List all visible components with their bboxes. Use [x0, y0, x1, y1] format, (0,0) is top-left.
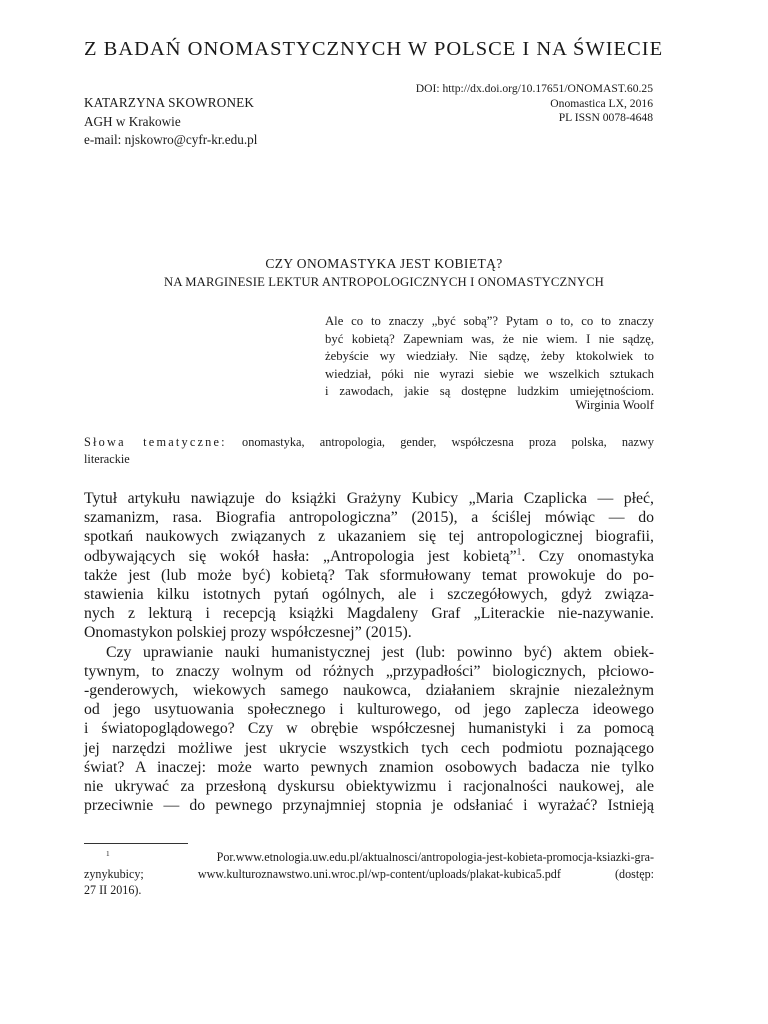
motto-line: żebyście wy wiedziały. Nie sądzę, żeby ktokolwiek to: [325, 349, 654, 364]
author-affiliation: AGH w Krakowie: [84, 113, 181, 129]
article-title: CZY ONOMASTYKA JEST KOBIETĄ?: [265, 256, 503, 271]
paragraph-line: stawienia kilku istotnych pytań ogólnych, ale i szczegółowych, gdyż związa-: [84, 586, 654, 604]
paragraph-line: świat? A inaczej: może warto pewnych znamion osobowych badacza nie tylko: [84, 758, 654, 776]
paragraph-line: nie ukrywać za przesłoną dyskursu obiektywizmu i racjonalności naukowej, ale: [84, 778, 654, 796]
keywords-line: literackie: [84, 451, 130, 466]
motto-line: być kobietą? Zapewniam was, że nie wiem. I nie sądzę,: [325, 331, 654, 346]
paragraph-line: spotkań naukowych związanych z ukazaniem się tej antropologicznej biografii,: [84, 528, 654, 546]
footnote-line: [84, 849, 654, 866]
paragraph-line: i światopoglądowego? Czy w obrębie współczesnej humanistyki i za pomocą: [84, 720, 654, 738]
paragraph-line: szamanizm, rasa. Biografia antropologiczna” (2015), a ściślej mówiąc — do: [84, 509, 654, 527]
issn: PL ISSN 0078-4648: [558, 111, 653, 124]
paragraph-text: odbywających się wokół hasła: „Antropologia jest kobietą”: [84, 547, 517, 565]
paragraph-text: . Czy onomastyka: [521, 547, 654, 565]
motto-line: Ale co to znaczy „być sobą”? Pytam o to, co to znaczy: [325, 314, 654, 328]
paragraph-line: Onomastykon polskiej prozy współczesnej” (2015).: [84, 624, 412, 642]
footnote: [84, 849, 654, 899]
paragraph-line: Czy uprawianie nauki humanistycznej jest (lub: powinno być) aktem obiek-: [106, 643, 654, 661]
footnote-ref[interactable]: 1: [516, 547, 522, 558]
footnote-line[interactable]: zynykubicy; www.kulturoznawstwo.uni.wroc.pl/wp-content/uploads/plakat-kubica5.pdf (dostęp:: [84, 866, 654, 881]
author-name: KATARZYNA SKOWRONEK: [84, 95, 255, 110]
keywords: [84, 434, 654, 467]
paragraph-line: od jego usytuowania społecznego i kulturowego, od jego zaplecza ideowego: [84, 701, 654, 719]
author-block: [84, 94, 257, 150]
paragraph-line: -genderowych, wiekowych samego naukowca, działaniem skrajnie niezależnym: [84, 682, 654, 700]
publication-meta: [416, 82, 653, 126]
article-subtitle: NA MARGINESIE LEKTUR ANTROPOLOGICZNYCH I ONOMASTYCZNYCH: [164, 275, 604, 289]
keywords-label: Słowa tematyczne:: [84, 435, 227, 449]
motto-author: Wirginia Woolf: [575, 398, 654, 412]
paragraph-line: przeciwnie — do pewnego przynajmniej stopnia je odsłaniać i wyrażać? Istnieją: [84, 797, 654, 815]
paragraph-line: [84, 547, 654, 566]
paragraph-line: jej narzędzi możliwe jest ukrycie wszystkich tych cech podmiotu poznającego: [84, 739, 654, 757]
paragraph-line: także jest (lub może być) kobietą? Tak sformułowany temat prowokuje do po-: [84, 566, 654, 584]
footnote-line: 27 II 2016).: [84, 883, 142, 897]
footnote-number: 1: [106, 849, 110, 858]
paragraph-line: tywnym, to znaczy wolnym od różnych „przypadłości” biologicznych, płciowo-: [84, 662, 654, 680]
doi: DOI: http://dx.doi.org/10.17651/ONOMAST.60.25: [415, 82, 653, 95]
keywords-line: [84, 434, 654, 451]
journal-info: Onomastica LX, 2016: [550, 96, 653, 110]
body-text: [84, 489, 654, 815]
footnote-rule: [84, 843, 188, 844]
motto-line: i zawodach, jakie są dostępne ludzkim umiejętnościom.: [325, 384, 654, 399]
paragraph-line: Tytuł artykułu nawiązuje do książki Grażyny Kubicy „Maria Czaplicka — płeć,: [84, 490, 654, 507]
paragraph-line: nych z lekturą i recepcją książki Magdaleny Graf „Literackie nie-nazywanie.: [84, 605, 654, 623]
author-email: e-mail: njskowro@cyfr-kr.edu.pl: [84, 132, 258, 147]
keywords-list: onomastyka, antropologia, gender, współczesna proza polska, nazwy: [226, 435, 654, 449]
footnote-text[interactable]: Por.www.etnologia.uw.edu.pl/aktualnosci/antropologia-jest-kobieta-promocja-ksiazki-gra-: [216, 850, 654, 864]
motto-line: wiedział, póki nie wyrazi siebie we wszelkich sztukach: [325, 366, 654, 381]
motto: [325, 313, 654, 401]
section-header: Z BADAŃ ONOMASTYCZNYCH W POLSCE I NA ŚWIECIE: [84, 38, 664, 60]
